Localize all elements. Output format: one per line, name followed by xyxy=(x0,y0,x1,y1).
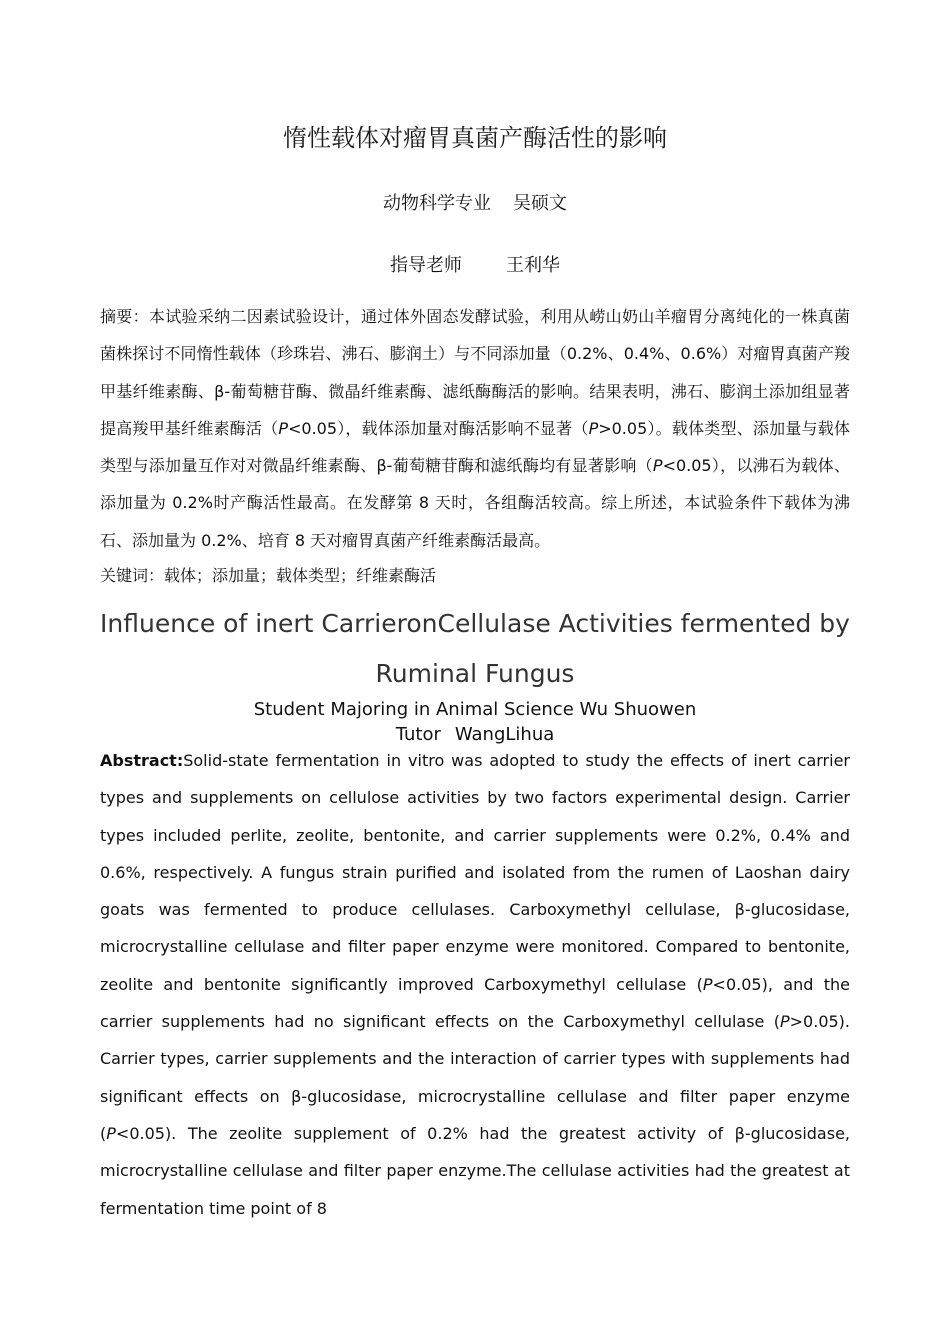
p-value-symbol: P xyxy=(652,456,663,476)
en-abstract-text-3: >0.05). Carrier types, carrier supplements and the interaction of carrier types with supplements had significant effects on β-glucosidase, microcrystalline cellulase and filter paper enzyme ( xyxy=(100,1012,850,1143)
tutor-name: 王利华 xyxy=(506,255,560,276)
english-title: Influence of inert CarrieronCellulase Activities fermented by Ruminal Fungus xyxy=(100,609,850,688)
english-student-line: Student Majoring in Animal Science Wu Shuowen xyxy=(253,699,697,720)
p-value-symbol: P xyxy=(588,418,599,438)
english-abstract xyxy=(100,742,850,1227)
en-abstract-text-1: Solid-state fermentation in vitro was adopted to study the effects of inert carrier types and supplements on cellulose activities by two factors experimental design. Carrier types included perlite, zeolite, bentonite, and carrier supplements were 0.2%, 0.4% and 0.6%, respectively. A fungus strain purified and isolated from the rumen of Laoshan dairy goats was fermented to produce cellulases. Carboxymethyl cellulase, β-glucosidase, microcrystalline cellulase and filter paper enzyme were monitored. Compared to bentonite, zeolite and bentonite significantly improved Carboxymethyl cellulase ( xyxy=(100,751,850,994)
english-tutor-name: WangLihua xyxy=(454,724,555,745)
cn-abstract-text-2: <0.05），载体添加量对酶活影响不显著（ xyxy=(287,418,589,438)
p-value-symbol: P xyxy=(106,1123,116,1143)
chinese-title: 惰性载体对瘤胃真菌产酶活性的影响 xyxy=(283,124,667,152)
chinese-tutor-line xyxy=(0,253,950,279)
abstract-label: Abstract: xyxy=(100,751,184,770)
en-abstract-text-2: <0.05), and the carrier supplements had no significant effects on the Carboxymethyl cellulase ( xyxy=(100,974,851,1032)
cn-abstract-text-3: >0.05）。载体类型、添加量与载体类型与添加量互作对对微晶纤维素酶、β-葡萄糖苷酶和滤纸酶均有显著影响（ xyxy=(100,418,850,476)
student-name: 吴硕文 xyxy=(513,193,567,214)
p-value-symbol: P xyxy=(779,1012,790,1032)
p-value-symbol: P xyxy=(702,974,713,994)
chinese-keywords: 关键词：载体；添加量；载体类型；纤维素酶活 xyxy=(100,566,437,585)
en-abstract-text-4: <0.05). The zeolite supplement of 0.2% had the greatest activity of β-glucosidase, microcrystalline cellulase and filter paper enzyme.The cellulase activities had the greatest at fermentation time point of 8 xyxy=(100,1123,850,1218)
tutor-label: 指导老师 xyxy=(390,255,462,276)
cn-abstract-text-4: <0.05），以沸石为载体、添加量为 0.2%时产酶活性最高。在发酵第 8 天时，各组酶活较高。综上所述，本试验条件下载体为沸石、添加量为 0.2%、培育 8 天对瘤胃真菌产纤维素酶活最高。 xyxy=(100,456,850,550)
major-name: 动物科学专业 xyxy=(383,193,491,214)
cn-abstract-text-1: 摘要：本试验采纳二因素试验设计，通过体外固态发酵试验，利用从崂山奶山羊瘤胃分离纯化的一株真菌菌株探讨不同惰性载体（珍珠岩、沸石、膨润土）与不同添加量（0.2%、0.4%、0.6%）对瘤胃真菌产羧甲基纤维素酶、β-葡萄糖苷酶、微晶纤维素酶、滤纸酶酶活的影响。结果表明，沸石、膨润土添加组显著提高羧甲基纤维素酶活（ xyxy=(100,307,850,438)
chinese-author-line xyxy=(0,191,950,217)
p-value-symbol: P xyxy=(278,418,288,438)
english-tutor-label: Tutor xyxy=(395,724,441,745)
chinese-abstract xyxy=(100,298,850,559)
